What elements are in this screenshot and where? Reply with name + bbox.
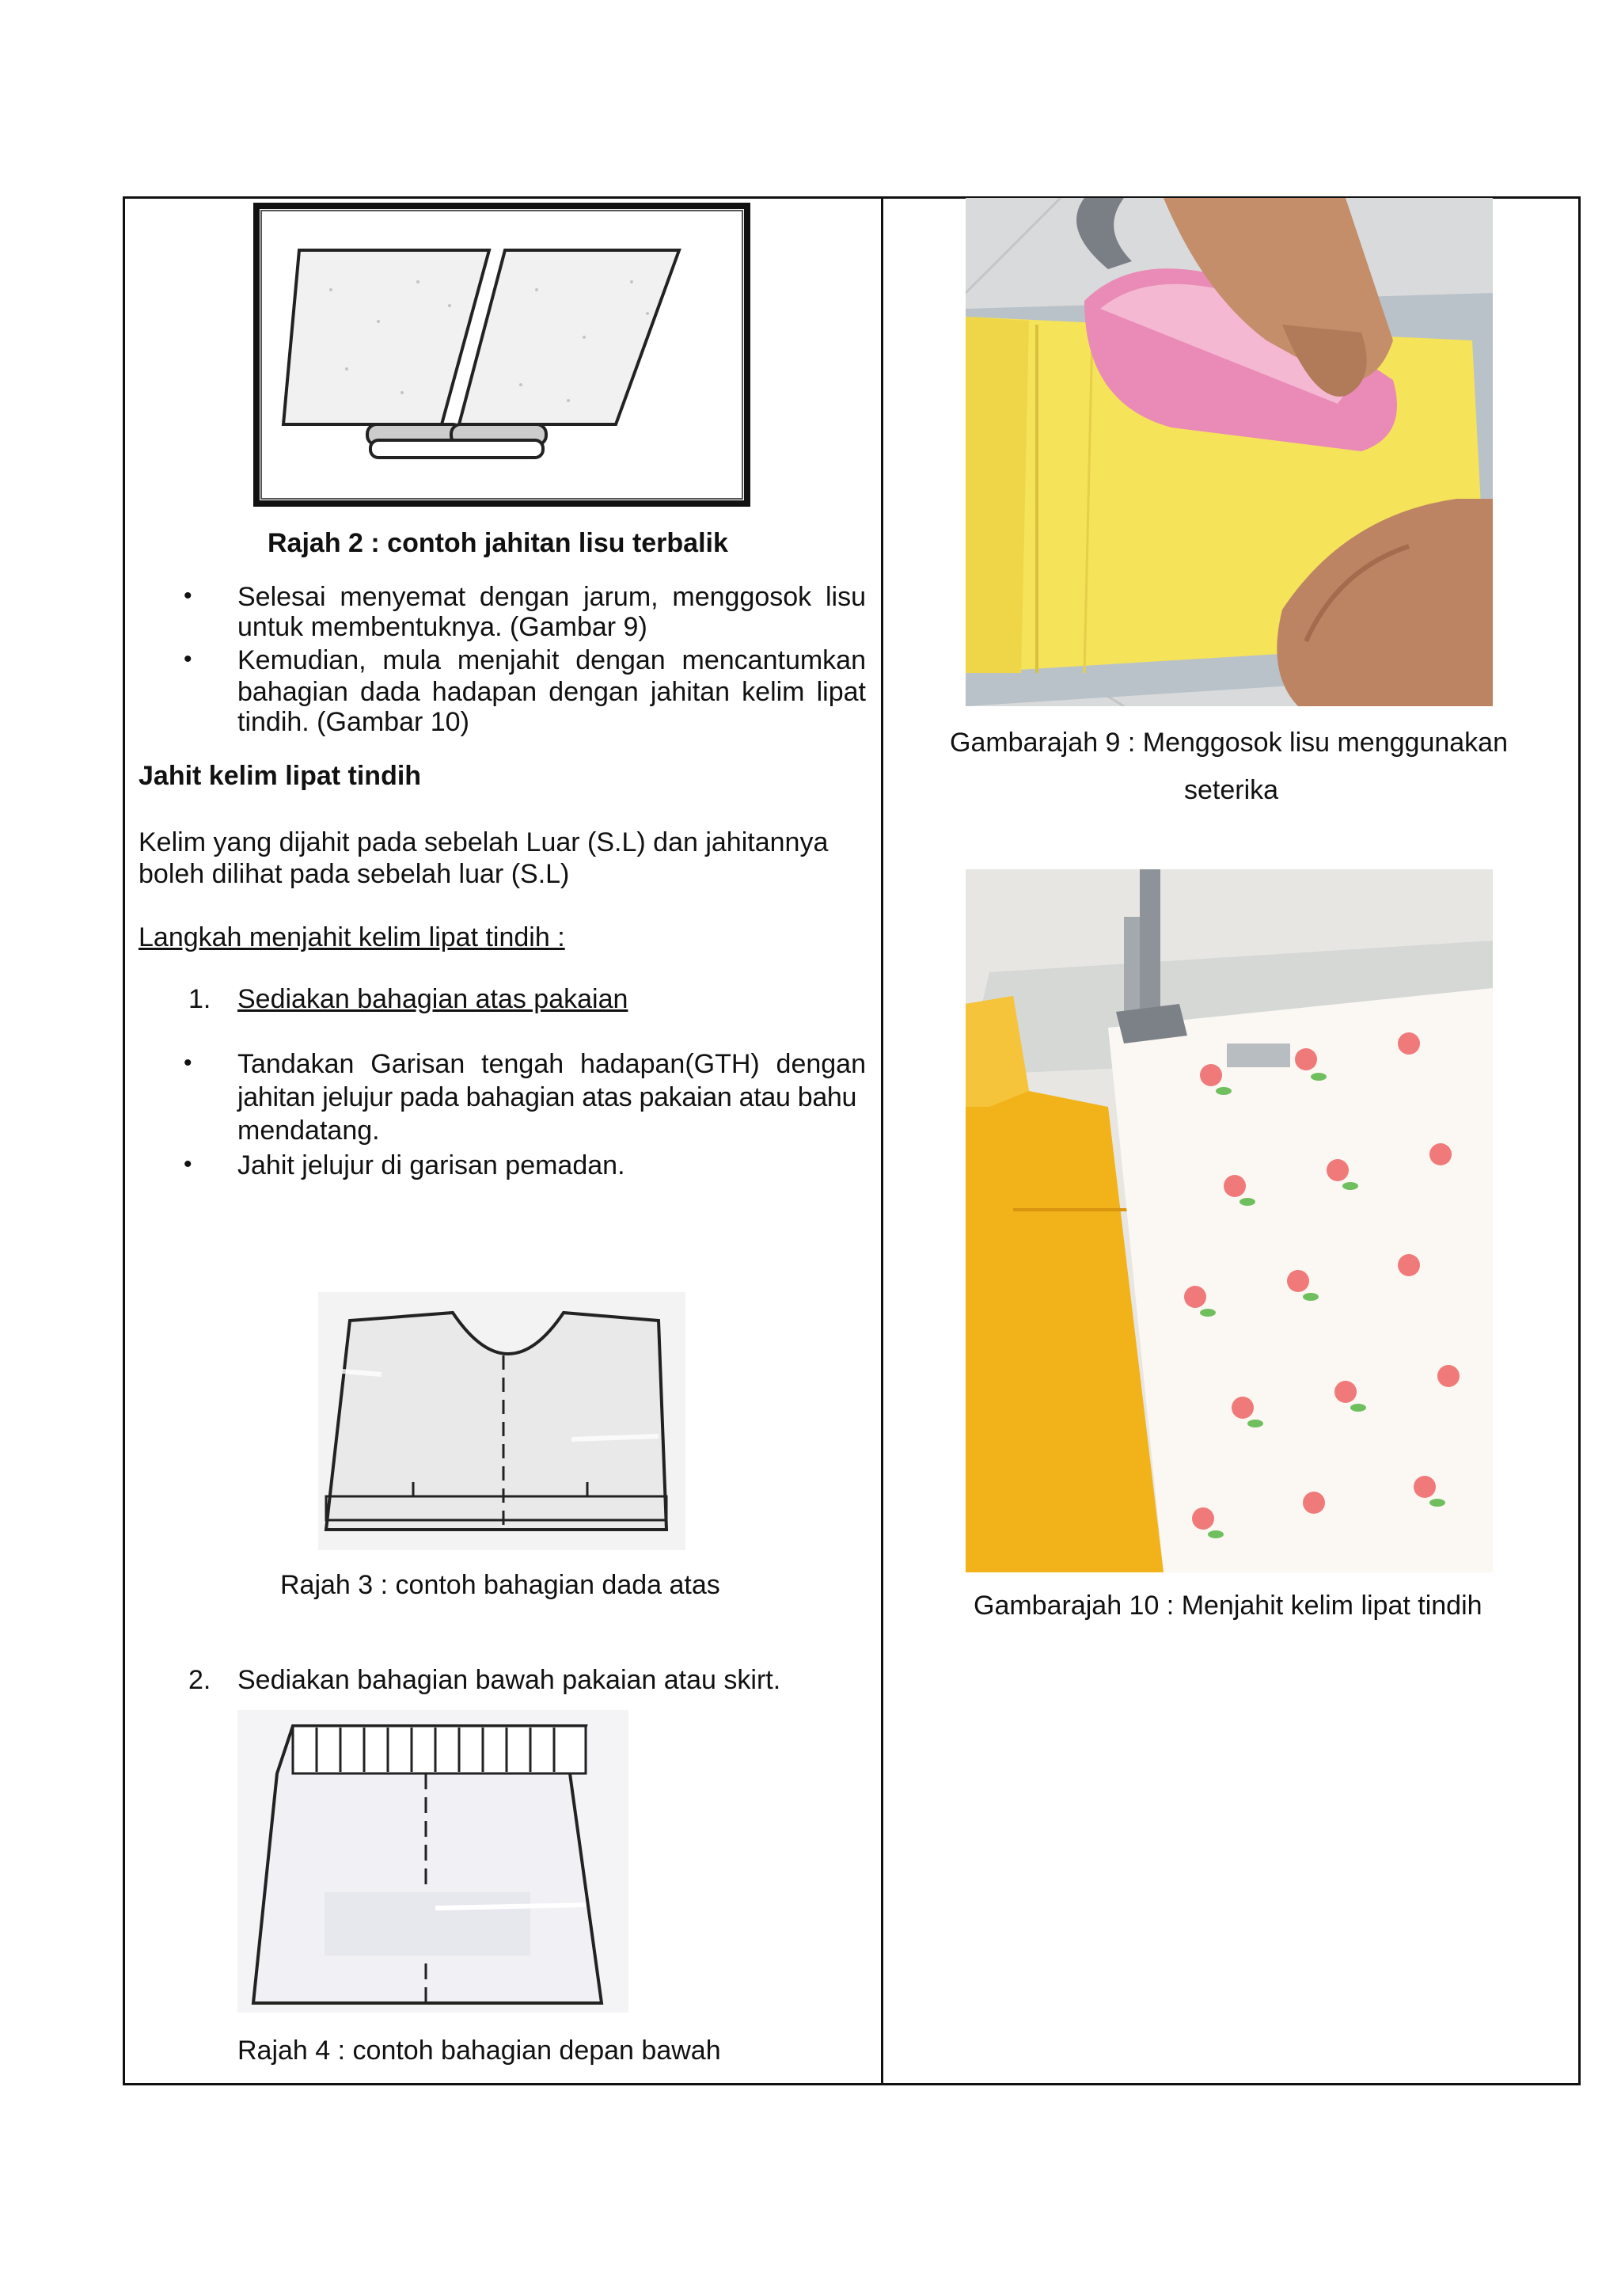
figure-9-photo — [966, 198, 1493, 706]
figure-3-drawing — [318, 1292, 685, 1550]
bullet-dot: • — [184, 1151, 192, 1177]
figure-10-photo — [966, 869, 1493, 1572]
figure-2-caption: Rajah 2 : contoh jahitan lisu terbalik — [268, 528, 728, 558]
description-line: boleh dilihat pada sebelah luar (S.L) — [139, 859, 570, 889]
step-1-number: 1. — [188, 984, 211, 1014]
figure-10-caption: Gambarajah 10 : Menjahit kelim lipat tindih — [974, 1591, 1482, 1621]
figure-4-drawing — [237, 1710, 628, 2013]
bullet-dot: • — [184, 1050, 192, 1076]
bullet-text-line: mendatang. — [237, 1116, 380, 1146]
bullet-text-line: jahitan jelujur pada bahagian atas pakaian atau bahu — [237, 1082, 857, 1112]
section-heading: Jahit kelim lipat tindih — [139, 761, 422, 791]
figure-2-drawing — [252, 203, 752, 508]
bullet-text-line: tindih. (Gambar 10) — [237, 707, 469, 737]
bullet-text-line: Kemudian, mula menjahit dengan mencantumkan — [237, 645, 866, 675]
figure-9-caption-line2: seterika — [1184, 775, 1279, 805]
bullet-text-line: bahagian dada hadapan dengan jahitan kelim lipat — [237, 677, 866, 707]
bullet-dot: • — [184, 646, 192, 672]
figure-3-caption: Rajah 3 : contoh bahagian dada atas — [280, 1570, 720, 1600]
figure-4-caption: Rajah 4 : contoh bahagian depan bawah — [237, 2036, 721, 2066]
description-line: Kelim yang dijahit pada sebelah Luar (S.L) dan jahitannya — [139, 827, 829, 857]
bullet-text-line: untuk membentuknya. (Gambar 9) — [237, 612, 647, 642]
column-divider — [881, 196, 883, 2085]
bullet-dot: • — [184, 583, 192, 609]
figure-9-caption-line1: Gambarajah 9 : Menggosok lisu menggunakan — [950, 728, 1508, 758]
bullet-text-line: Selesai menyemat dengan jarum, menggosok lisu — [237, 582, 866, 612]
step-2-text: Sediakan bahagian bawah pakaian atau skirt. — [237, 1665, 781, 1695]
step-2-number: 2. — [188, 1665, 211, 1695]
bullet-text-line: Tandakan Garisan tengah hadapan(GTH) dengan — [237, 1049, 866, 1079]
steps-title: Langkah menjahit kelim lipat tindih : — [139, 922, 565, 952]
bullet-text-line: Jahit jelujur di garisan pemadan. — [237, 1150, 625, 1180]
step-1-text: Sediakan bahagian atas pakaian — [237, 984, 628, 1014]
